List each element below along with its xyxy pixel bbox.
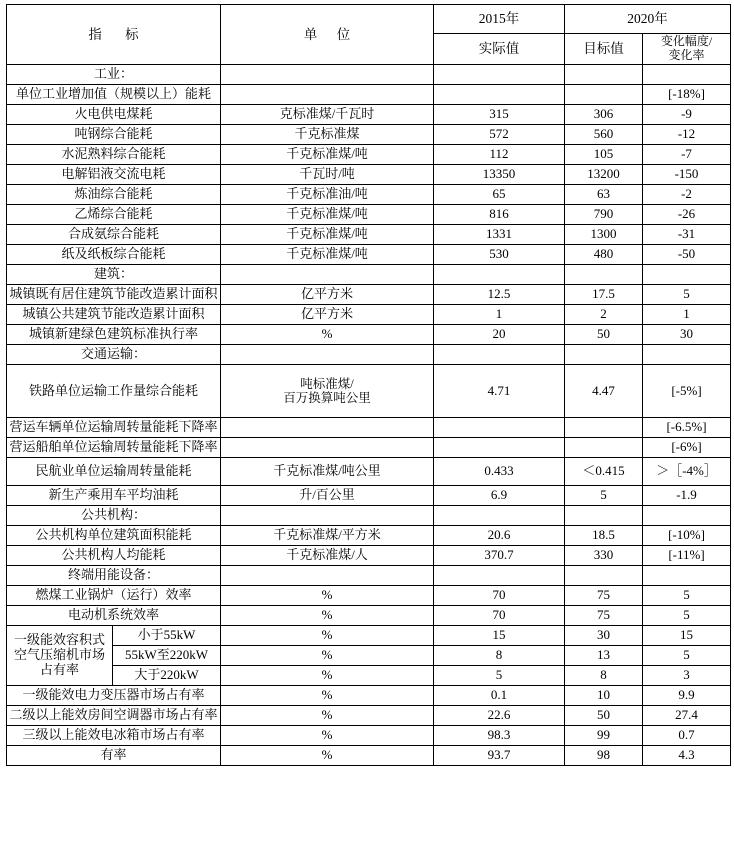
section-goal-blank [565,265,643,285]
unit-cell: 千克标准煤/吨 [221,205,434,225]
indicator-cell: 燃煤工业锅炉（运行）效率 [7,586,221,606]
table-row [7,105,731,125]
value-goal-cell: 30 [565,626,643,646]
section-2015-blank [434,345,565,365]
indicator-cell: 二级以上能效房间空调器市场占有率 [7,706,221,726]
value-2015-cell: 22.6 [434,706,565,726]
table-row [7,145,731,165]
unit-cell: 千克标准煤/吨 [221,245,434,265]
value-2015-cell: 12.5 [434,285,565,305]
ac-group-sub-cell: 大于220kW [113,666,221,686]
table-row [7,225,731,245]
unit-cell: 千瓦时/吨 [221,165,434,185]
unit-cell: % [221,666,434,686]
indicator-cell: 炼油综合能耗 [7,185,221,205]
value-2015-cell: 8 [434,646,565,666]
value-2015-cell: 5 [434,666,565,686]
value-2015-cell [434,438,565,458]
value-2015-cell: 13350 [434,165,565,185]
ac-group-label [7,626,113,686]
value-goal-cell: 8 [565,666,643,686]
header-unit [221,5,434,65]
value-goal-cell: 4.47 [565,365,643,418]
value-2015-cell: 4.71 [434,365,565,418]
indicator-cell: 火电供电煤耗 [7,105,221,125]
value-goal-cell: 99 [565,726,643,746]
value-rate-cell: -12 [643,125,731,145]
value-goal-cell: 13 [565,646,643,666]
table-header-row-1 [7,5,731,34]
indicator-cell: 公共机构单位建筑面积能耗 [7,526,221,546]
value-rate-cell: [-10%] [643,526,731,546]
section-title-row [7,566,731,586]
section-title: 建筑： [7,265,221,285]
indicator-cell: 电动机系统效率 [7,606,221,626]
unit-cell: % [221,726,434,746]
value-rate-cell: [-5%] [643,365,731,418]
value-2015-cell: 20 [434,325,565,345]
header-unit-label: 单 位 [303,26,359,42]
value-2015-cell: 0.1 [434,686,565,706]
unit-cell: 千克标准煤/吨公里 [221,458,434,486]
value-goal-cell: 10 [565,686,643,706]
indicator-cell: 城镇公共建筑节能改造累计面积 [7,305,221,325]
value-2015-cell: 1331 [434,225,565,245]
indicator-cell: 铁路单位运输工作量综合能耗 [7,365,221,418]
value-rate-cell: -50 [643,245,731,265]
value-2015-cell: 572 [434,125,565,145]
value-2015-cell: 0.433 [434,458,565,486]
value-rate-cell: 4.3 [643,746,731,766]
value-goal-cell: 105 [565,145,643,165]
table-row [7,646,731,666]
section-goal-blank [565,566,643,586]
table-row [7,165,731,185]
section-2015-blank [434,65,565,85]
table-row [7,205,731,225]
table-row [7,686,731,706]
section-rate-blank [643,265,731,285]
value-2015-cell: 370.7 [434,546,565,566]
table-row [7,706,731,726]
value-rate-cell: [-6.5%] [643,418,731,438]
section-title-row [7,65,731,85]
value-2015-cell [434,85,565,105]
value-goal-cell: 50 [565,706,643,726]
value-rate-cell: 27.4 [643,706,731,726]
indicator-cell: 一级能效电力变压器市场占有率 [7,686,221,706]
unit-cell: % [221,325,434,345]
header-change-rate [643,34,731,65]
unit-cell [221,438,434,458]
value-rate-cell: [-6%] [643,438,731,458]
value-goal-cell [565,418,643,438]
value-rate-cell: 30 [643,325,731,345]
header-indicator [7,5,221,65]
section-goal-blank [565,345,643,365]
unit-cell: % [221,586,434,606]
value-rate-cell: -150 [643,165,731,185]
table-row [7,85,731,105]
unit-cell: % [221,686,434,706]
value-goal-cell: 75 [565,606,643,626]
value-rate-cell: 5 [643,606,731,626]
table-row [7,546,731,566]
value-goal-cell: 13200 [565,165,643,185]
unit-cell: 千克标准煤/吨 [221,145,434,165]
header-year-2020: 2020年 [565,5,731,34]
ac-group-sub-cell: 55kW至220kW [113,646,221,666]
indicator-cell: 城镇新建绿色建筑标准执行率 [7,325,221,345]
section-rate-blank [643,566,731,586]
unit-cell: 千克标准油/吨 [221,185,434,205]
header-actual-value: 实际值 [434,34,565,65]
value-goal-cell: 17.5 [565,285,643,305]
value-rate-cell: 5 [643,586,731,606]
value-rate-cell: 5 [643,646,731,666]
value-2015-cell [434,418,565,438]
header-indicator-label: 指 标 [88,26,149,42]
unit-cell: 亿平方米 [221,305,434,325]
value-goal-cell: 98 [565,746,643,766]
unit-cell: % [221,626,434,646]
unit-cell: 千克标准煤/人 [221,546,434,566]
value-goal-cell: 480 [565,245,643,265]
table-row [7,125,731,145]
value-goal-cell: 50 [565,325,643,345]
value-goal-cell: ＜0.415 [565,458,643,486]
section-2015-blank [434,566,565,586]
value-rate-cell: 9.9 [643,686,731,706]
header-change-rate-line2: 变化率 [668,48,705,62]
unit-cell: 千克标准煤/平方米 [221,526,434,546]
indicator-cell: 城镇既有居住建筑节能改造累计面积 [7,285,221,305]
table-row [7,606,731,626]
value-rate-cell: -2 [643,185,731,205]
value-rate-cell: 15 [643,626,731,646]
value-goal-cell [565,438,643,458]
section-title: 终端用能设备： [7,566,221,586]
section-2015-blank [434,265,565,285]
value-rate-cell: -26 [643,205,731,225]
ac-group-sub-cell: 小于55kW [113,626,221,646]
unit-cell [221,365,434,418]
ac-group-line3: 占有率 [39,661,79,677]
header-goal-value: 目标值 [565,34,643,65]
value-goal-cell: 18.5 [565,526,643,546]
value-goal-cell: 790 [565,205,643,225]
table-row [7,325,731,345]
section-rate-blank [643,345,731,365]
energy-indicator-table [6,4,731,766]
indicator-cell: 乙烯综合能耗 [7,205,221,225]
indicator-cell: 三级以上能效电冰箱市场占有率 [7,726,221,746]
table-row [7,458,731,486]
indicator-cell: 有率 [7,746,221,766]
value-2015-cell: 65 [434,185,565,205]
table-row [7,666,731,686]
unit-line1: 吨标准煤/ [300,376,354,391]
table-row [7,305,731,325]
value-rate-cell: -1.9 [643,486,731,506]
section-unit-blank [221,506,434,526]
value-rate-cell: ＞［-4%］ [643,458,731,486]
table-row [7,245,731,265]
value-goal-cell: 1300 [565,225,643,245]
indicator-cell: 新生产乘用车平均油耗 [7,486,221,506]
indicator-cell: 合成氨综合能耗 [7,225,221,245]
unit-cell: 千克标准煤/吨 [221,225,434,245]
value-2015-cell: 315 [434,105,565,125]
section-title: 交通运输： [7,345,221,365]
table-row [7,365,731,418]
value-2015-cell: 20.6 [434,526,565,546]
section-unit-blank [221,345,434,365]
unit-cell [221,85,434,105]
indicator-cell: 营运船舶单位运输周转量能耗下降率 [7,438,221,458]
document-page [0,4,734,862]
value-2015-cell: 15 [434,626,565,646]
ac-group-line1: 一级能效容积式 [13,632,105,648]
value-2015-cell: 816 [434,205,565,225]
section-title-row [7,265,731,285]
table-row [7,746,731,766]
value-goal-cell: 560 [565,125,643,145]
section-unit-blank [221,566,434,586]
table-row [7,185,731,205]
value-goal-cell: 75 [565,586,643,606]
section-title: 公共机构： [7,506,221,526]
value-rate-cell: [-11%] [643,546,731,566]
header-change-rate-line1: 变化幅度/ [660,34,713,49]
indicator-cell: 公共机构人均能耗 [7,546,221,566]
value-rate-cell: -7 [643,145,731,165]
value-rate-cell: 3 [643,666,731,686]
table-row [7,438,731,458]
unit-cell: % [221,606,434,626]
value-rate-cell: 0.7 [643,726,731,746]
table-row [7,418,731,438]
indicator-cell: 单位工业增加值（规模以上）能耗 [7,85,221,105]
header-year-2015: 2015年 [434,5,565,34]
value-goal-cell: 63 [565,185,643,205]
value-goal-cell: 306 [565,105,643,125]
value-goal-cell: 330 [565,546,643,566]
value-2015-cell: 70 [434,586,565,606]
table-row [7,626,731,646]
table-row [7,285,731,305]
value-2015-cell: 112 [434,145,565,165]
indicator-cell: 电解铝液交流电耗 [7,165,221,185]
section-goal-blank [565,65,643,85]
value-rate-cell: -31 [643,225,731,245]
unit-cell: % [221,646,434,666]
value-2015-cell: 98.3 [434,726,565,746]
section-goal-blank [565,506,643,526]
indicator-cell: 吨钢综合能耗 [7,125,221,145]
unit-cell: % [221,746,434,766]
unit-cell [221,418,434,438]
table-row [7,586,731,606]
value-rate-cell: 5 [643,285,731,305]
indicator-cell: 民航业单位运输周转量能耗 [7,458,221,486]
unit-cell: 千克标准煤 [221,125,434,145]
value-2015-cell: 93.7 [434,746,565,766]
unit-cell: 克标准煤/千瓦时 [221,105,434,125]
section-title-row [7,506,731,526]
table-row [7,726,731,746]
section-rate-blank [643,506,731,526]
unit-line2: 百万换算吨公里 [283,391,371,405]
value-goal-cell [565,85,643,105]
value-goal-cell: 2 [565,305,643,325]
value-rate-cell: -9 [643,105,731,125]
section-title: 工业： [7,65,221,85]
section-rate-blank [643,65,731,85]
section-unit-blank [221,65,434,85]
unit-cell: 亿平方米 [221,285,434,305]
value-rate-cell: [-18%] [643,85,731,105]
unit-cell: 升/百公里 [221,486,434,506]
indicator-cell: 水泥熟料综合能耗 [7,145,221,165]
value-rate-cell: 1 [643,305,731,325]
indicator-cell: 纸及纸板综合能耗 [7,245,221,265]
indicator-cell: 营运车辆单位运输周转量能耗下降率 [7,418,221,438]
unit-cell: % [221,706,434,726]
section-title-row [7,345,731,365]
section-2015-blank [434,506,565,526]
table-row [7,526,731,546]
ac-group-line2: 空气压缩机市场 [13,647,105,663]
value-2015-cell: 530 [434,245,565,265]
value-goal-cell: 5 [565,486,643,506]
table-row [7,486,731,506]
value-2015-cell: 1 [434,305,565,325]
value-2015-cell: 6.9 [434,486,565,506]
value-2015-cell: 70 [434,606,565,626]
section-unit-blank [221,265,434,285]
